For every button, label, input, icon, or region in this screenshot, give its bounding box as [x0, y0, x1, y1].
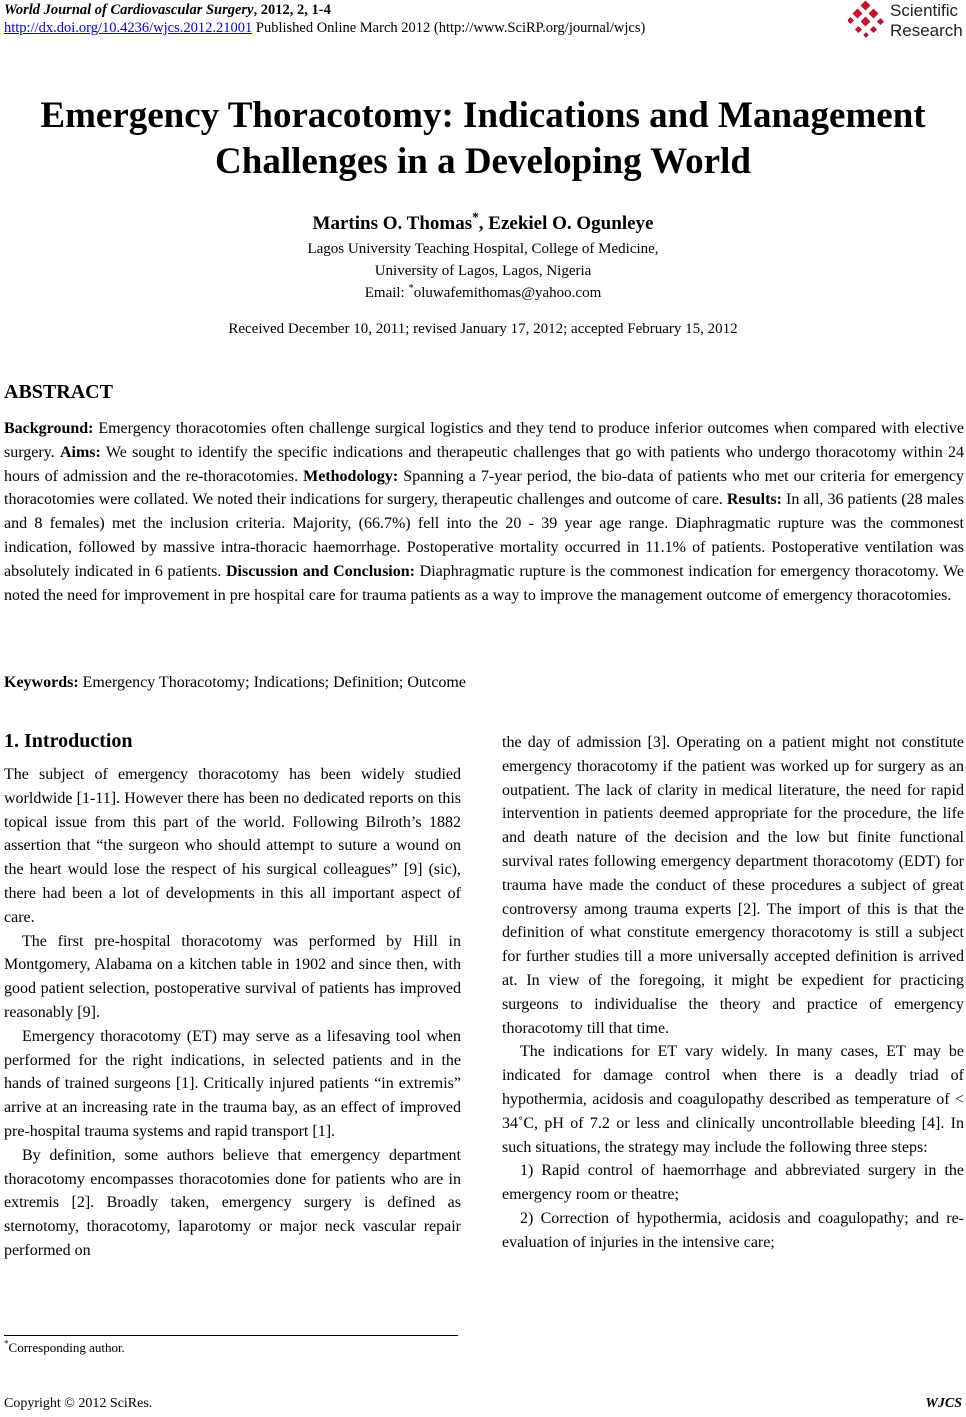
keywords-label: Keywords:	[4, 674, 79, 691]
paragraph: 1) Rapid control of haemorrhage and abbreviated surgery in the emergency room or theatre;	[502, 1162, 964, 1204]
email-mark: *	[408, 283, 414, 294]
paragraph: The first pre-hospital thoracotomy was performed by Hill in Montgomery, Alabama on a kitchen table in 1902 and since then, with good patient selection, postoperative survival of patients has improved reasonably [9].	[4, 932, 461, 1021]
copyright-notice: Copyright © 2012 SciRes.	[4, 1396, 153, 1411]
background-label: Background:	[4, 420, 94, 437]
discussion-label: Discussion and Conclusion:	[226, 562, 415, 580]
logo-line-2: Research	[890, 21, 963, 40]
author-separator: ,	[478, 213, 489, 234]
footnote-text: Corresponding author.	[8, 1340, 125, 1355]
left-column	[4, 763, 461, 1263]
results-label: Results:	[726, 491, 782, 509]
abstract-heading: ABSTRACT	[4, 381, 113, 403]
volume-info: , 2012, 2, 1-4	[253, 2, 331, 18]
keywords-text: Emergency Thoracotomy; Indications; Definition; Outcome	[78, 674, 466, 691]
doi-link[interactable]: http://dx.doi.org/10.4236/wjcs.2012.21001	[4, 20, 253, 36]
background-text: Emergency thoracotomies often challenge surgical logistics and they tend to produce inferior outcomes when compared with elective surgery.	[4, 420, 964, 461]
aims-label: Aims:	[59, 443, 101, 461]
paragraph: The subject of emergency thoracotomy has been widely studied worldwide [1-11]. However there has been no dedicated reports on this topical issue from this part of the world. Following Bilroth’s 1882 assertion that “the surgeon who should attempt to suture a wound on the heart would lose the respect of his surgical colleagues” [9] (sic), there had been a lot of developments in this all important aspect of care.	[4, 766, 461, 926]
email-address: oluwafemithomas@yahoo.com	[413, 285, 602, 301]
affiliation-line-1: Lagos University Teaching Hospital, College of Medicine,	[307, 241, 659, 257]
logo-mark-icon	[848, 0, 888, 40]
journal-abbreviation: WJCS	[925, 1396, 962, 1411]
author-1: Martins O. Thomas	[312, 213, 473, 234]
title-line-1: Emergency Thoracotomy: Indications and Management	[40, 95, 926, 136]
keywords	[4, 672, 466, 694]
running-header-citation	[4, 2, 331, 18]
author-2: Ezekiel O. Ogunleye	[488, 213, 654, 234]
author-list	[0, 209, 966, 236]
title-line-2: Challenges in a Developing World	[215, 141, 751, 182]
affiliation-line-2: University of Lagos, Lagos, Nigeria	[374, 263, 592, 279]
paragraph: Emergency thoracotomy (ET) may serve as a lifesaving tool when performed for the right indications, in selected patients and in the hands of trained surgeons [1]. Critically injured patients “in extremis” arrive at an increasing rate in the trauma bay, as an effect of improved pre-hospital trauma systems and rapid transport [1].	[4, 1027, 461, 1140]
email-prefix: Email:	[364, 285, 409, 301]
journal-name: World Journal of Cardiovascular Surgery	[4, 2, 254, 18]
results-text: In all, 36 patients (28 males and 8 females) met the inclusion criteria. Majority, (66.7%) fell into the 20 - 39 year age range. Diaphragmatic rupture was the commonest indication, followed by massive intra-thoracic haemorrhage. Postoperative mortality occurred in 11.1% of patients. Postoperative ventilation was absolutely indicated in 6 patients.	[4, 491, 965, 580]
logo-line-1: Scientific	[890, 1, 959, 20]
aims-text: We sought to identify the specific indications and therapeutic challenges that go with patients who undergo thoracotomy within 24 hours of admission and the re-thoracotomies.	[4, 443, 965, 485]
article-title	[0, 93, 966, 185]
section-heading-introduction: 1. Introduction	[4, 730, 133, 752]
running-header-doi	[4, 20, 645, 36]
methodology-label: Methodology:	[303, 467, 399, 485]
paragraph: By definition, some authors believe that emergency department thoracotomy encompasses thoracotomies done for patients who are in extremis [2]. Broadly taken, emergency surgery is defined as sternotomy, thoracotomy, laparotomy or major neck vascular repair performed on	[4, 1146, 461, 1259]
received-dates: Received December 10, 2011; revised January 17, 2012; accepted February 15, 2012	[228, 321, 738, 337]
footnote-mark: *	[4, 1338, 9, 1349]
methodology-text: Spanning a 7-year period, the bio-data of patients who met our criteria for emergency thoracotomies were collated. We noted their indications for surgery, therapeutic challenges and outcome of care.	[4, 467, 964, 509]
author-email	[0, 284, 966, 302]
scientific-research-logo	[848, 0, 966, 44]
paragraph: 2) Correction of hypothermia, acidosis and coagulopathy; and re-evaluation of injuries in the intensive care;	[502, 1209, 964, 1251]
paragraph: The indications for ET vary widely. In many cases, ET may be indicated for damage control when there is a deadly triad of hypothermia, acidosis and coagulopathy described as temperature of < 34˚C, pH of 7.2 or less and clinically uncontrollable bleeding [4]. In such situations, the strategy may include the following three steps:	[502, 1043, 964, 1156]
corresponding-mark: *	[472, 209, 479, 225]
footnote-divider	[4, 1335, 458, 1336]
logo-wordmark	[890, 1, 963, 41]
footnote	[4, 1340, 125, 1356]
discussion-text: Diaphragmatic rupture is the commonest indication for emergency thoracotomy. We noted the need for improvement in pre hospital care for trauma patients as a way to improve the management outcome of emergency thoracotomies.	[4, 562, 964, 604]
paragraph: the day of admission [3]. Operating on a patient might not constitute emergency thoracotomy if the patient was worked up for surgery as an outpatient. The lack of clarity in medical literature, the need for rapid intervention in patients deemed appropriate for the procedure, the life and death nature of the decision and the low but finite functional survival rates following emergency department thoracotomy (EDT) for trauma have made the conduct of these procedures a subject of great controversy among trauma experts [2]. The import of this is that the definition of what constitute emergency thoracotomy is still a subject for further studies till a more universally accepted definition is arrived at. In view of the foregoing, it might be expedient for practicing surgeons to individualise the theory and practice of emergency thoracotomy till that time.	[502, 734, 964, 1037]
abstract-body	[4, 417, 964, 607]
published-info: Published Online March 2012 (http://www.SciRP.org/journal/wjcs)	[252, 20, 646, 36]
right-column	[502, 731, 964, 1255]
